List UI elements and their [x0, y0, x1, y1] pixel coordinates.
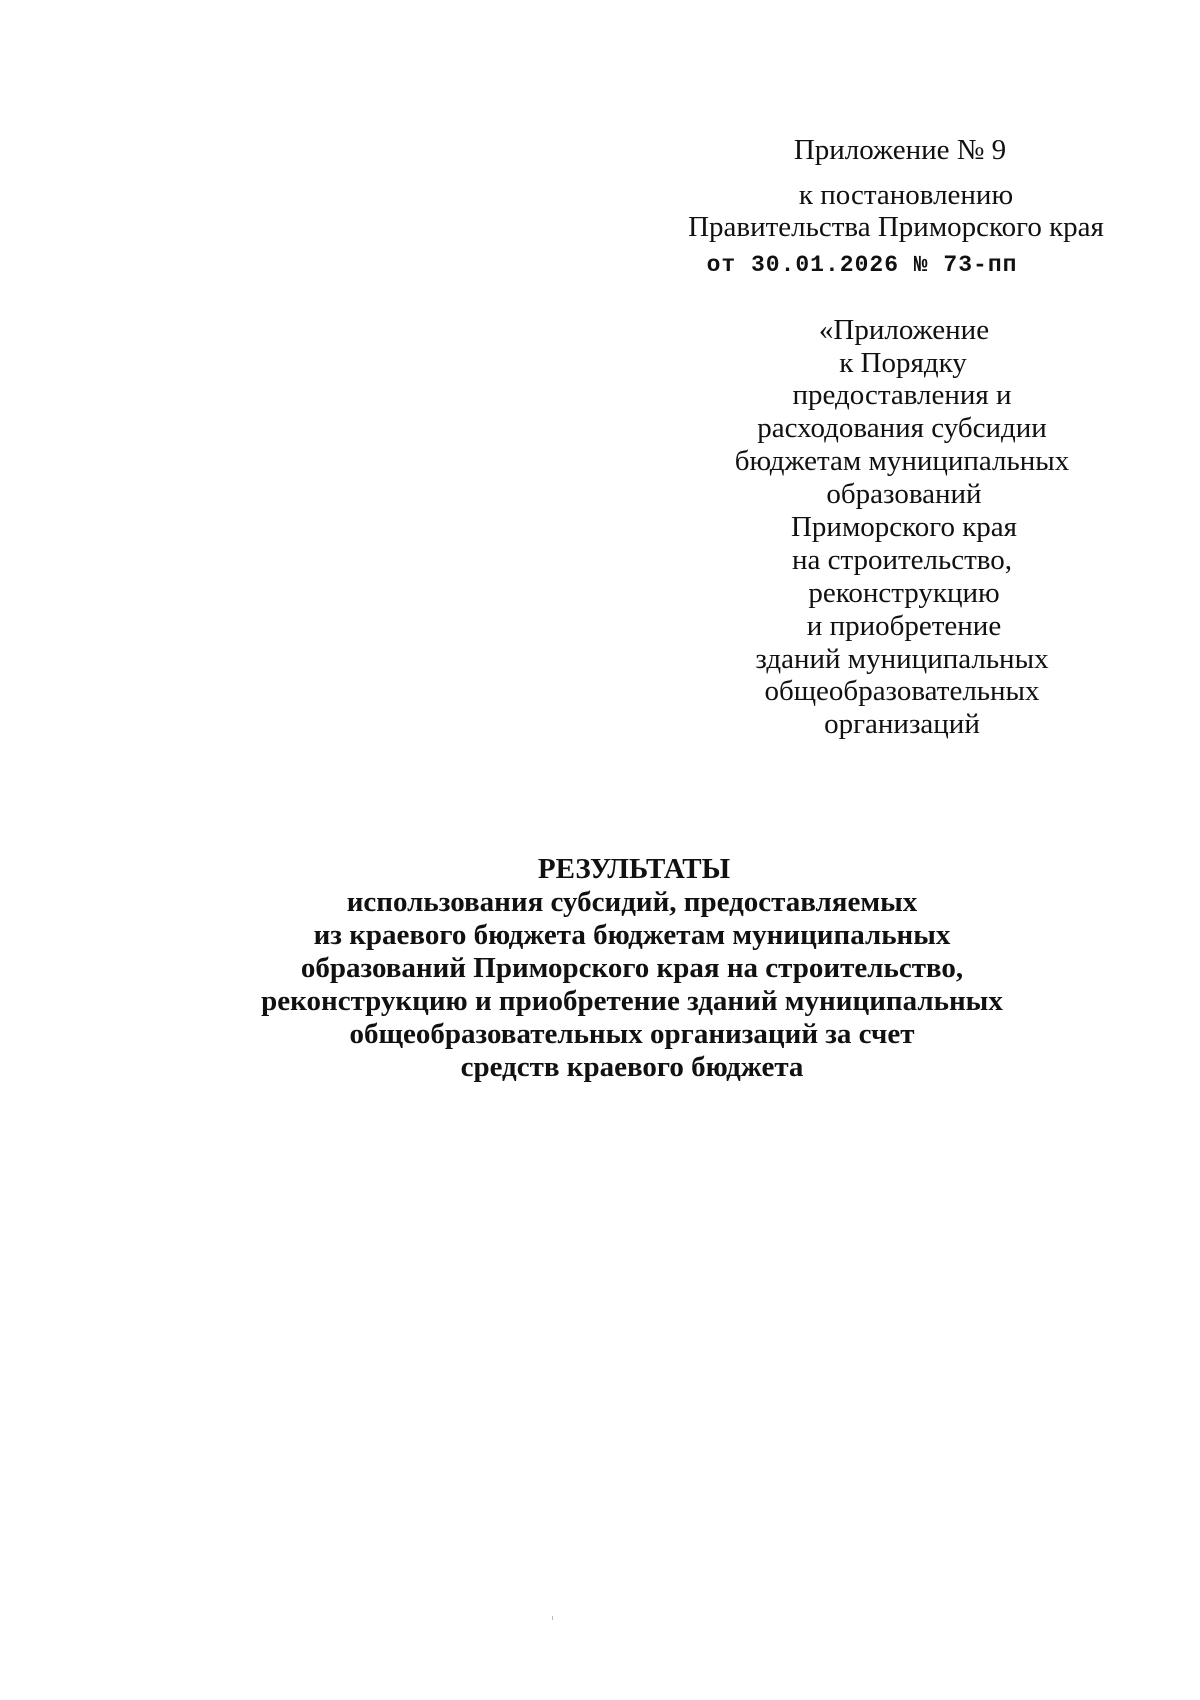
quoted-appendix-line: и приобретение	[806, 610, 1002, 642]
quoted-appendix-line: предоставления и	[792, 379, 1012, 411]
document-subtitle-line: средств краевого бюджета	[460, 1051, 804, 1083]
document-subtitle-line: использования субсидий, предоставляемых	[346, 886, 918, 918]
document-subtitle-line: общеобразовательных организаций за счет	[349, 1018, 915, 1050]
document-subtitle-line: образований Приморского края на строительство,	[300, 952, 964, 984]
quoted-appendix-line: Приморского края	[790, 511, 1018, 543]
document-subtitle-line: реконструкцию и приобретение зданий муниципальных	[261, 985, 1003, 1017]
quoted-appendix-line: общеобразовательных	[764, 675, 1040, 707]
document-title: РЕЗУЛЬТАТЫ	[537, 853, 731, 885]
quoted-appendix-line: организаций	[824, 708, 980, 740]
quoted-appendix-line: «Приложение	[818, 314, 990, 346]
document-subtitle-line: из краевого бюджета бюджетам муниципальных	[313, 919, 951, 951]
quoted-appendix-line: образований	[826, 478, 982, 510]
quoted-appendix-line: на строительство,	[791, 544, 1013, 576]
appendix-government: Правительства Приморского края	[688, 211, 1104, 243]
appendix-to-resolution: к постановлению	[798, 179, 1014, 211]
quoted-appendix-line: зданий муниципальных	[755, 643, 1049, 675]
appendix-title: Приложение № 9	[793, 134, 1007, 166]
quoted-appendix-line: к Порядку	[839, 347, 967, 379]
quoted-appendix-line: бюджетам муниципальных	[734, 445, 1070, 477]
scan-artifact	[552, 1616, 553, 1620]
quoted-appendix-line: расходования субсидии	[757, 412, 1047, 444]
resolution-reference: от 30.01.2026 № 73-пп	[706, 252, 1018, 278]
quoted-appendix-line: реконструкцию	[808, 577, 1000, 609]
